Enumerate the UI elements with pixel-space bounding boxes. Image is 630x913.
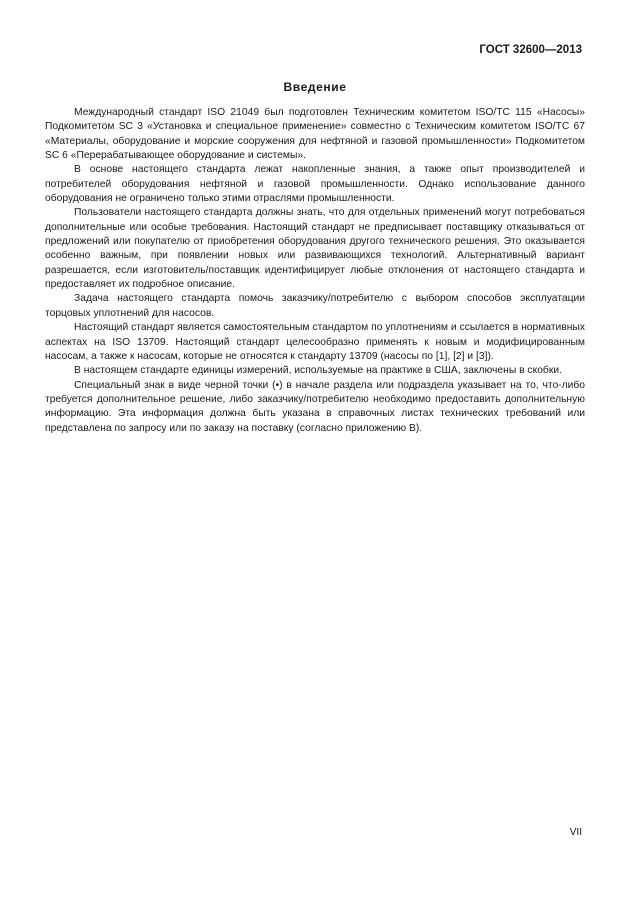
paragraph-purpose: Задача настоящего стандарта помочь заказчику/потребителю с выбором способов эксплуатации торцовых уплотнений для насосов. — [45, 293, 585, 319]
page-number: VII — [569, 827, 582, 838]
paragraph-origin: Международный стандарт ISO 21049 был подготовлен Техническим комитетом ISO/TC 115 «Насосы» Подкомитетом SC 3 «Установка и специальное применение» совместно с Техническим комитетом ISO/TC 67 «Материалы, оборудование и морские сооружения для нефтяной и газовой промышленности» Подкомитетом SC 6 «Перерабатывающее оборудование и системы». — [45, 107, 585, 162]
paragraph-bullet-sign: Специальный знак в виде черной точки (•) в начале раздела или подраздела указывает на то, что-либо требуется дополнительное решение, либо заказчику/потребителю необходимо предоставить дополнительную информацию. Эта информация должна быть указана в справочных листах технических требований или представлена по запросу или по заказу на поставку (согласно приложению В). — [45, 379, 585, 434]
paragraph-units: В настоящем стандарте единицы измерений, используемые на практике в США, заключены в скобки. — [74, 365, 562, 377]
body-text — [45, 106, 585, 436]
standard-code-header: ГОСТ 32600—2013 — [479, 44, 582, 56]
section-title: Введение — [283, 80, 347, 94]
paragraph-users: Пользователи настоящего стандарта должны знать, что для отдельных применений могут потребоваться дополнительные или особые требования. Настоящий стандарт не предписывает поставщику отказываться от предложений или покупателю от приобретения оборудования другого технического решения. Это оказывается особенно важным, при появлении новых или развивающихся технологий. Альтернативный вариант разрешается, если изготовитель/поставщик идентифицирует любые отклонения от настоящего стандарта и предоставляет их подробное описание. — [45, 207, 585, 291]
paragraph-basis: В основе настоящего стандарта лежат накопленные знания, а также опыт производителей и потребителей оборудования нефтяной и газовой промышленности. Однако использование данного оборудования не ограничено только этими отраслями промышленности. — [45, 164, 585, 205]
paragraph-scope: Настоящий стандарт является самостоятельным стандартом по уплотнениям и ссылается в нормативных аспектах на ISO 13709. Настоящий стандарт целесообразно применять к новым и модифицированным насосам, а также к насосам, которые не относятся к стандарту 13709 (насосы по [1], [2] и [3]). — [45, 322, 585, 362]
